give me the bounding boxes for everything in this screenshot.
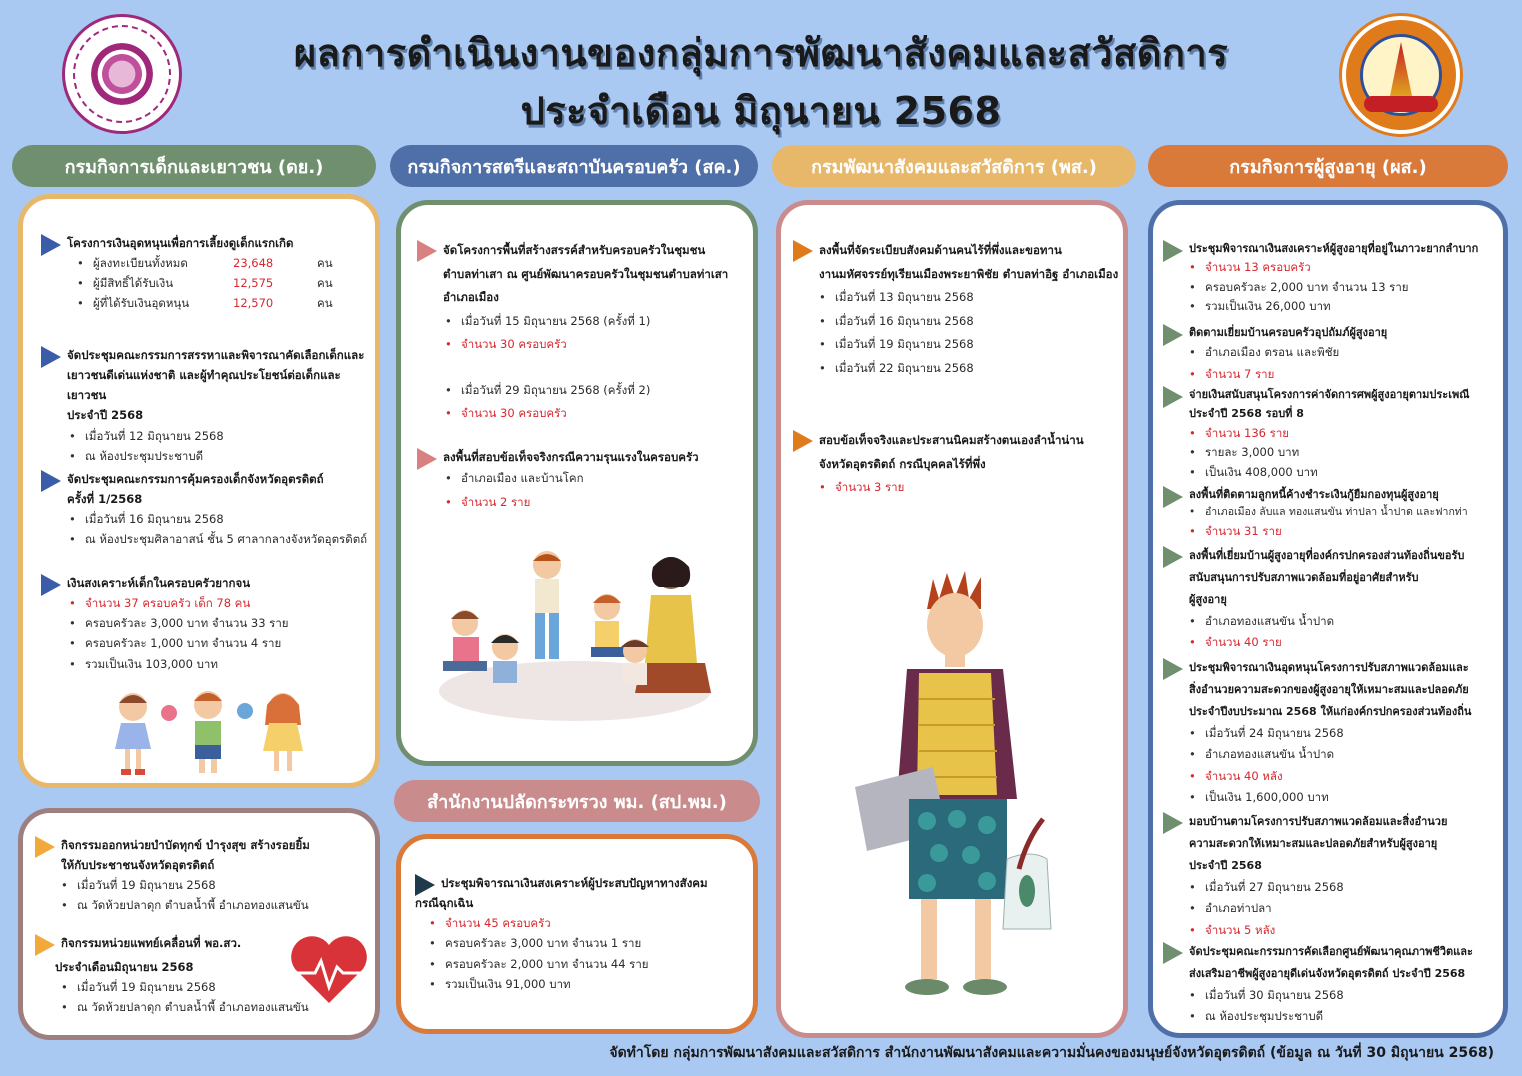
- title-line: เยาวชนดีเด่นแห่งชาติ และผู้ทำคุณประโยชน์ต่อเด็กและเยาวชน: [67, 368, 341, 403]
- heart-icon: [289, 933, 369, 1005]
- list-item: • เมื่อวันที่ 15 มิถุนายน 2568 (ครั้งที่ 1): [445, 310, 728, 334]
- list-item: • เมื่อวันที่ 12 มิถุนายน 2568: [69, 426, 375, 446]
- column-header-spm: สำนักงานปลัดกระทรวง พม. (สป.พม.): [394, 780, 760, 822]
- title-line: สอบข้อเท็จจริงและประสานนิคมสร้างตนเองลำน้ำน่าน: [819, 433, 1084, 447]
- extra-item-medical-unit: [35, 933, 309, 1018]
- list-item: • เมื่อวันที่ 30 มิถุนายน 2568: [1189, 985, 1473, 1006]
- card-ps: [776, 200, 1128, 1038]
- spm-item-emergency-relief: [415, 873, 708, 994]
- title-line: ลงพื้นที่จัดระเบียบสังคมด้านคนไร้ที่พึ่งและขอทาน: [819, 243, 1062, 257]
- list-item: • รายละ 3,000 บาท: [1189, 443, 1469, 463]
- list-item: • เป็นเงิน 408,000 บาท: [1189, 463, 1469, 483]
- title-line: ความสะดวกให้เหมาะสมและปลอดภัยสำหรับผู้สูงอายุ: [1189, 837, 1438, 850]
- title-line: สิ่งอำนวยความสะดวกของผู้สูงอายุให้เหมาะสมและปลอดภัย: [1189, 683, 1469, 696]
- item-title: [1163, 941, 1473, 985]
- item-title: [1163, 385, 1469, 424]
- value: จำนวน 30 ครอบครัว: [461, 337, 567, 352]
- title-line: กิจกรรมออกหน่วยบำบัดทุกข์ บำรุงสุข สร้างรอยยิ้ม: [61, 838, 310, 852]
- item-title: [35, 835, 310, 875]
- value: 12,575: [233, 276, 274, 291]
- ps-item-settlement: [793, 429, 1084, 500]
- column-header-sk: กรมกิจการสตรีและสถาบันครอบครัว (สค.): [390, 145, 758, 187]
- list-item: • ครอบครัวละ 2,000 บาท จำนวน 13 ราย: [1189, 278, 1478, 298]
- list-item: • เมื่อวันที่ 22 มิถุนายน 2568: [819, 357, 1118, 381]
- family-storytime-illustration: [435, 543, 725, 733]
- child-figure: [263, 693, 303, 771]
- item-title: เงินสงเคราะห์เด็กในครอบครัวยากจน: [41, 573, 289, 593]
- child-figure: [194, 691, 222, 773]
- title-line: กรณีฉุกเฉิน: [415, 896, 474, 911]
- page-title-line1: ผลการดำเนินงานของกลุ่มการพัฒนาสังคมและสวัสดิการ: [293, 31, 1229, 75]
- title-line: ตำบลท่าเสา ณ ศูนย์พัฒนาครอบครัวในชุมชนตำบลท่าเสา: [443, 266, 729, 281]
- column-header-ps: กรมพัฒนาสังคมและสวัสดิการ (พส.): [772, 145, 1136, 187]
- list-item: • จำนวน 40 หลัง: [1189, 766, 1471, 787]
- item-title: [417, 239, 728, 310]
- ph-item-selection-committee: [1163, 941, 1473, 1028]
- item-title: [793, 429, 1084, 476]
- dy-item-child-protection: [41, 469, 367, 550]
- title-line: ประชุมพิจารณาเงินอุดหนุนโครงการปรับสภาพแวดล้อมและ: [1189, 661, 1469, 674]
- dy-item-youth-award: [41, 345, 375, 466]
- value: จำนวน 30 ครอบครัว: [461, 406, 567, 421]
- title-line: งานมหัศจรรย์ทุเรียนเมืองพระยาพิชัย ตำบลท่าอิฐ อำเภอเมือง: [819, 266, 1119, 281]
- ps-item-homeless: [793, 239, 1118, 380]
- list-item: • รวมเป็นเงิน 103,000 บาท: [69, 654, 289, 674]
- list-item: • เมื่อวันที่ 24 มิถุนายน 2568: [1189, 723, 1471, 744]
- title-line: ครั้งที่ 1/2568: [67, 492, 143, 507]
- title-line: ลงพื้นที่เยี่ยมบ้านผู้สูงอายุที่องค์กรปกครองส่วนท้องถิ่นขอรับ: [1189, 549, 1465, 562]
- list-item: • อำเภอเมือง ตรอน และพิชัย: [1189, 342, 1387, 363]
- ph-item-house-handover: [1163, 811, 1447, 941]
- list-item: • ณ ห้องประชุมประชาบดี: [69, 446, 375, 466]
- sk-item-family-space: [417, 239, 728, 426]
- ph-item-funeral: [1163, 385, 1469, 482]
- item-title: [35, 933, 309, 977]
- list-item: • เมื่อวันที่ 13 มิถุนายน 2568: [819, 286, 1118, 310]
- label: ผู้ลงทะเบียนทั้งหมด: [93, 256, 188, 271]
- item-title: [41, 469, 367, 509]
- list-item: • จำนวน 13 ครอบครัว: [1189, 258, 1478, 278]
- title-line: จัดประชุมคณะกรรมการคุ้มครองเด็กจังหวัดอุตรดิตถ์: [67, 472, 324, 486]
- list-item: [77, 293, 333, 313]
- child-figure: [533, 551, 561, 659]
- list-item: • เมื่อวันที่ 29 มิถุนายน 2568 (ครั้งที่ 2): [445, 379, 728, 403]
- dy-item-poor-family: [41, 573, 289, 674]
- list-item: • ณ วัดห้วยปลาดุก ตำบลน้ำพี้ อำเภอทองแสนขัน: [61, 895, 310, 915]
- extra-item-mobile-unit: [35, 835, 310, 916]
- child-figure: [621, 639, 649, 685]
- list-item: • รวมเป็นเงิน 26,000 บาท: [1189, 297, 1478, 317]
- item-title: ติดตามเยี่ยมบ้านครอบครัวอุปถัมภ์ผู้สูงอายุ: [1163, 323, 1387, 342]
- children-illustration: [103, 685, 313, 781]
- list-item: • จำนวน 2 ราย: [445, 491, 699, 515]
- title-line: จังหวัดอุตรดิตถ์ กรณีบุคคลไร้ที่พึ่ง: [819, 456, 986, 471]
- list-item: [445, 333, 728, 357]
- item-title: [1163, 545, 1464, 611]
- list-item: • จำนวน 7 ราย: [1189, 364, 1387, 385]
- item-title: [41, 345, 375, 426]
- list-item: [77, 273, 333, 293]
- dy-item-newborn: [41, 233, 333, 314]
- list-item: • จำนวน 37 ครอบครัว เด็ก 78 คน: [69, 593, 289, 613]
- unit: คน: [317, 276, 333, 291]
- pinwheel-icon: [161, 705, 177, 721]
- value: 23,648: [233, 256, 274, 271]
- item-title: [415, 873, 708, 913]
- list-item: • เป็นเงิน 1,600,000 บาท: [1189, 787, 1471, 808]
- homeless-man-illustration: [847, 569, 1067, 1019]
- card-sk: [396, 200, 758, 766]
- item-title: [1163, 811, 1447, 877]
- list-item: • รวมเป็นเงิน 91,000 บาท: [429, 974, 708, 994]
- pinwheel-icon: [237, 703, 253, 719]
- title-line: ประจำปีงบประมาณ 2568 ให้แก่องค์กรปกครองส่วนท้องถิ่น: [1189, 705, 1472, 718]
- title-line: สนับสนุนการปรับสภาพแวดล้อมที่อยู่อาศัยสำหรับ: [1189, 571, 1419, 584]
- list-item: • อำเภอทองแสนขัน น้ำปาด: [1189, 611, 1464, 632]
- ph-item-debtor: [1163, 485, 1468, 542]
- list-item: • ครอบครัวละ 3,000 บาท จำนวน 1 ราย: [429, 933, 708, 953]
- list-item: • อำเภอเมือง ลับแล ทองแสนขัน ท่าปลา น้ำปาด และฟากท่า: [1189, 504, 1468, 522]
- title-line: จัดโครงการพื้นที่สร้างสรรค์สำหรับครอบครัวในชุมชน: [443, 243, 706, 257]
- list-item: • จำนวน 5 หลัง: [1189, 920, 1447, 941]
- title-line: ผู้สูงอายุ: [1189, 593, 1227, 606]
- title-line: ประจำปี 2568: [1189, 859, 1262, 872]
- ph-item-environment-grant: [1163, 657, 1471, 808]
- title-line: มอบบ้านตามโครงการปรับสภาพแวดล้อมและสิ่งอำนวย: [1189, 815, 1448, 828]
- list-item: • เมื่อวันที่ 19 มิถุนายน 2568: [61, 977, 309, 997]
- list-item: • ณ วัดห้วยปลาดุก ตำบลน้ำพี้ อำเภอทองแสนขัน: [61, 997, 309, 1017]
- child-figure: [591, 594, 625, 657]
- dy-item-newborn-title: โครงการเงินอุดหนุนเพื่อการเลี้ยงดูเด็กแรกเกิด: [41, 233, 333, 253]
- value: 12,570: [233, 296, 274, 311]
- list-item: • จำนวน 40 ราย: [1189, 632, 1464, 653]
- list-item: • อำเภอทองแสนขัน น้ำปาด: [1189, 744, 1471, 765]
- ph-item-foster-visit: [1163, 323, 1387, 385]
- title-line: ประจำปี 2568 รอบที่ 8: [1189, 407, 1304, 421]
- list-item: • ครอบครัวละ 1,000 บาท จำนวน 4 ราย: [69, 633, 289, 653]
- page-title-line2: ประจำเดือน มิถุนายน 2568: [520, 89, 1002, 133]
- card-dy: [18, 194, 380, 788]
- list-item: • อำเภอเมือง และบ้านโคก: [445, 467, 699, 491]
- child-figure: [491, 634, 519, 683]
- title-line: กิจกรรมหน่วยแพทย์เคลื่อนที่ พอ.สว.: [61, 936, 242, 950]
- title-line: ประจำปี 2568: [67, 408, 144, 423]
- child-figure: [115, 693, 151, 775]
- card-ph: [1148, 200, 1508, 1038]
- list-item: • ณ ห้องประชุมศิลาอาสน์ ชั้น 5 ศาลากลางจังหวัดอุตรดิตถ์: [69, 529, 367, 549]
- ph-item-hardship: [1163, 239, 1478, 317]
- label: ผู้มีสิทธิ์ได้รับเงิน: [93, 276, 174, 291]
- list-item: • ครอบครัวละ 3,000 บาท จำนวน 33 ราย: [69, 613, 289, 633]
- label: ผู้ที่ได้รับเงินอุดหนุน: [93, 296, 190, 311]
- list-item: • เมื่อวันที่ 27 มิถุนายน 2568: [1189, 877, 1447, 898]
- title-line: ประชุมพิจารณาเงินสงเคราะห์ผู้ประสบปัญหาทางสังคม: [441, 876, 708, 890]
- child-figure: [443, 610, 487, 671]
- unit: คน: [317, 256, 333, 271]
- item-title: ลงพื้นที่ติดตามลูกหนี้ค้างชำระเงินกู้ยืมกองทุนผู้สูงอายุ: [1163, 485, 1468, 504]
- list-item: • เมื่อวันที่ 16 มิถุนายน 2568: [69, 509, 367, 529]
- list-item: • จำนวน 31 ราย: [1189, 522, 1468, 542]
- title-line: จัดประชุมคณะกรรมการสรรหาและพิจารณาคัดเลือกเด็กและ: [67, 348, 365, 362]
- ph-item-home-visit: [1163, 545, 1464, 654]
- list-item: • จำนวน 136 ราย: [1189, 424, 1469, 444]
- list-item: • เมื่อวันที่ 16 มิถุนายน 2568: [819, 310, 1118, 334]
- list-item: • ณ ห้องประชุมประชาบดี: [1189, 1006, 1473, 1027]
- item-title: ลงพื้นที่สอบข้อเท็จจริงกรณีความรุนแรงในครอบครัว: [417, 447, 699, 467]
- list-item: • จำนวน 45 ครอบครัว: [429, 913, 708, 933]
- card-extra-activities: [18, 808, 380, 1040]
- unit: คน: [317, 296, 333, 311]
- title-line: ให้กับประชาชนจังหวัดอุตรดิตถ์: [61, 858, 215, 873]
- column-header-dy: กรมกิจการเด็กและเยาวชน (ดย.): [12, 145, 376, 187]
- list-item: • เมื่อวันที่ 19 มิถุนายน 2568: [819, 333, 1118, 357]
- list-item: [77, 253, 333, 273]
- list-item: • เมื่อวันที่ 19 มิถุนายน 2568: [61, 875, 310, 895]
- footer-credit: จัดทำโดย กลุ่มการพัฒนาสังคมและสวัสดิการ สำนักงานพัฒนาสังคมและความมั่นคงของมนุษย์จังหวัดอุตรดิตถ์ (ข้อมูล ณ วันที่ 30 มิถุนายน 2568): [609, 1045, 1494, 1061]
- title-line: จ่ายเงินสนับสนุนโครงการค่าจัดการศพผู้สูงอายุตามประเพณี: [1189, 388, 1470, 401]
- list-item: [445, 402, 728, 426]
- card-spm: [396, 834, 758, 1034]
- item-title: ประชุมพิจารณาเงินสงเคราะห์ผู้สูงอายุที่อยู่ในภาวะยากลำบาก: [1163, 239, 1478, 258]
- title-line: ประจำเดือนมิถุนายน 2568: [55, 960, 194, 975]
- list-item: • จำนวน 3 ราย: [819, 476, 1084, 500]
- item-title: [793, 239, 1118, 286]
- list-item: • ครอบครัวละ 2,000 บาท จำนวน 44 ราย: [429, 954, 708, 974]
- title-line: อำเภอเมือง: [443, 290, 499, 305]
- title-line: ส่งเสริมอาชีพผู้สูงอายุดีเด่นจังหวัดอุตรดิตถ์ ประจำปี 2568: [1189, 967, 1466, 980]
- sk-item-violence: [417, 447, 699, 514]
- item-title: [1163, 657, 1471, 723]
- column-header-ph: กรมกิจการผู้สูงอายุ (ผส.): [1148, 145, 1508, 187]
- list-item: • อำเภอท่าปลา: [1189, 898, 1447, 919]
- title-line: จัดประชุมคณะกรรมการคัดเลือกศูนย์พัฒนาคุณภาพชีวิตและ: [1189, 945, 1473, 958]
